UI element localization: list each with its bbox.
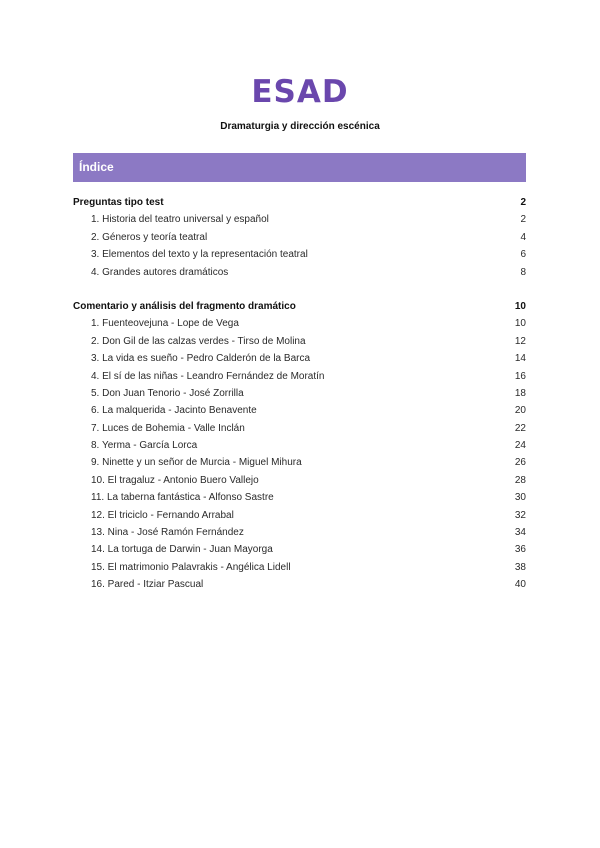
toc-item-label: 14. La tortuga de Darwin - Juan Mayorga — [91, 544, 273, 556]
toc-item[interactable] — [73, 454, 526, 471]
toc-item-page: 2 — [520, 214, 526, 226]
toc-item[interactable] — [73, 246, 526, 263]
toc-item-page: 40 — [514, 579, 526, 591]
toc-item[interactable] — [73, 576, 526, 593]
toc-item[interactable] — [73, 264, 526, 281]
toc-item[interactable] — [73, 315, 526, 332]
toc-item-page: 18 — [514, 387, 526, 399]
toc-item-label: 4. El sí de las niñas - Leandro Fernández de Moratín — [91, 370, 325, 382]
toc-item-label: 5. Don Juan Tenorio - José Zorrilla — [91, 387, 244, 399]
section-spacer — [73, 281, 526, 298]
toc-item[interactable] — [73, 211, 526, 228]
toc-item[interactable] — [73, 350, 526, 367]
toc-item-page: 16 — [514, 370, 526, 382]
toc-item-label: 1. Historia del teatro universal y español — [91, 214, 269, 226]
toc-item-page: 22 — [514, 422, 526, 434]
toc-item-page: 28 — [514, 474, 526, 486]
toc-item-label: 13. Nina - José Ramón Fernández — [91, 527, 244, 539]
toc-item-page: 10 — [514, 318, 526, 330]
toc-section-title: Preguntas tipo test — [73, 197, 164, 208]
toc-item-label: 7. Luces de Bohemia - Valle Inclán — [91, 422, 245, 434]
toc-item[interactable] — [73, 229, 526, 246]
index-header-bar — [73, 153, 526, 182]
toc-item-label: 11. La taberna fantástica - Alfonso Sastre — [91, 492, 274, 504]
toc-item-label: 12. El triciclo - Fernando Arrabal — [91, 509, 234, 521]
toc-item[interactable] — [73, 541, 526, 558]
table-of-contents — [73, 194, 526, 594]
toc-section-page: 10 — [514, 300, 526, 312]
toc-item-page: 34 — [514, 527, 526, 539]
toc-section-test[interactable] — [73, 194, 526, 211]
toc-item-page: 26 — [514, 457, 526, 469]
toc-item[interactable] — [73, 437, 526, 454]
toc-item[interactable] — [73, 402, 526, 419]
toc-item-label: 3. La vida es sueño - Pedro Calderón de la Barca — [91, 353, 311, 365]
toc-section-commentary[interactable] — [73, 298, 526, 315]
toc-item[interactable] — [73, 559, 526, 576]
toc-item-label: 6. La malquerida - Jacinto Benavente — [91, 405, 257, 417]
toc-item-label: 3. Elementos del texto y la representación teatral — [91, 249, 308, 261]
toc-item-page: 8 — [520, 266, 526, 278]
toc-item[interactable] — [73, 333, 526, 350]
document-subtitle: Dramaturgia y dirección escénica — [220, 121, 380, 132]
esad-logo: ESAD — [251, 74, 349, 110]
toc-item-page: 32 — [514, 509, 526, 521]
toc-item-page: 14 — [514, 353, 526, 365]
toc-item-page: 30 — [514, 492, 526, 504]
toc-item-label: 15. El matrimonio Palavrakis - Angélica Lidell — [91, 561, 291, 573]
toc-section-title: Comentario y análisis del fragmento dramático — [73, 300, 296, 312]
toc-item[interactable] — [73, 420, 526, 437]
toc-item[interactable] — [73, 489, 526, 506]
toc-section-page: 2 — [520, 197, 526, 208]
toc-item[interactable] — [73, 472, 526, 489]
toc-item-page: 4 — [520, 231, 526, 243]
toc-item-page: 12 — [514, 335, 526, 347]
index-title: Índice — [79, 160, 114, 174]
toc-item[interactable] — [73, 368, 526, 385]
toc-item[interactable] — [73, 524, 526, 541]
toc-item-label: 4. Grandes autores dramáticos — [91, 266, 229, 278]
toc-item[interactable] — [73, 507, 526, 524]
toc-item-label: 8. Yerma - García Lorca — [91, 440, 198, 452]
toc-item-page: 36 — [514, 544, 526, 556]
toc-item-label: 2. Géneros y teoría teatral — [91, 231, 208, 243]
toc-item-page: 24 — [514, 440, 526, 452]
toc-item[interactable] — [73, 385, 526, 402]
toc-item-label: 16. Pared - Itziar Pascual — [91, 579, 204, 591]
toc-item-label: 1. Fuenteovejuna - Lope de Vega — [91, 318, 239, 330]
toc-item-label: 10. El tragaluz - Antonio Buero Vallejo — [91, 474, 259, 486]
toc-item-page: 20 — [514, 405, 526, 417]
toc-item-label: 2. Don Gil de las calzas verdes - Tirso de Molina — [91, 335, 306, 347]
toc-item-page: 38 — [514, 561, 526, 573]
toc-item-page: 6 — [520, 249, 526, 261]
toc-item-label: 9. Ninette y un señor de Murcia - Miguel Mihura — [91, 457, 302, 469]
